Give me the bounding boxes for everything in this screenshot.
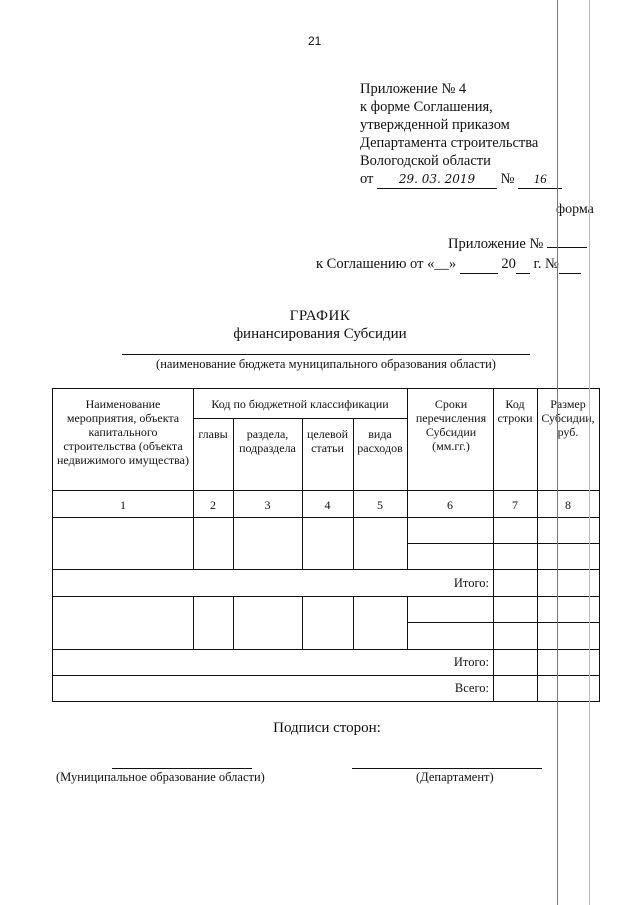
appendix-block — [360, 80, 562, 189]
h-line — [193, 418, 407, 419]
page-number: 21 — [308, 34, 322, 48]
agreement-prefix: к Соглашению от « — [316, 256, 435, 272]
agreement-number-blank — [559, 256, 581, 274]
appendix-line: Приложение № 4 — [360, 81, 467, 97]
appendix-date-row — [360, 170, 562, 189]
agreement-year-blank — [516, 256, 530, 274]
signature-caption-left: (Муниципальное образование области) — [56, 770, 265, 784]
budget-caption: (наименование бюджета муниципального образования области) — [156, 357, 496, 371]
agreement-quote: » — [448, 256, 457, 272]
vsego-label: Всего: — [454, 681, 489, 695]
appendix-line: утвержденной приказом — [360, 117, 510, 133]
annex-label — [448, 236, 587, 253]
agreement-line — [316, 256, 581, 274]
v-line — [353, 596, 354, 649]
signature-caption-right: (Департамент) — [416, 770, 494, 784]
financing-table — [52, 388, 600, 702]
col-number: 5 — [377, 498, 383, 512]
budget-underline — [122, 354, 530, 355]
h-line — [53, 596, 599, 597]
date-value: 29. 03. 2019 — [377, 170, 497, 189]
signature-line-left — [112, 768, 252, 769]
v-line — [193, 389, 194, 569]
header-group-kbk: Код по бюджетной классификации — [211, 397, 389, 411]
agreement-year-suffix: г. № — [533, 256, 559, 272]
document-subtitle: финансирования Субсидии — [233, 326, 407, 342]
header-razmer: Размер Субсидии, руб. — [541, 397, 595, 439]
appendix-line: Департамента строительства — [360, 135, 539, 151]
signatures-title: Подписи сторон: — [273, 720, 381, 736]
col-number: 6 — [447, 498, 453, 512]
header-glavy: главы — [198, 427, 228, 441]
scan-fold-line — [589, 0, 590, 905]
col-number: 7 — [512, 498, 518, 512]
number-value: 16 — [518, 170, 562, 189]
col-number: 1 — [120, 498, 126, 512]
appendix-line: Вологодской области — [360, 153, 491, 169]
header-kod-stroki: Код строки — [497, 397, 533, 425]
scan-fold-line — [557, 0, 558, 905]
h-line — [53, 517, 599, 518]
v-line — [233, 596, 234, 649]
itogo-label: Итого: — [453, 576, 489, 590]
header-vid: вида расходов — [357, 427, 403, 455]
header-tselevoy: целевой статьи — [306, 427, 349, 455]
v-line — [493, 389, 494, 701]
h-line — [407, 543, 599, 544]
date-prefix: от — [360, 171, 374, 187]
signature-line-right — [352, 768, 542, 769]
v-line — [193, 596, 194, 649]
col-number: 3 — [264, 498, 271, 512]
annex-label-text: Приложение № — [448, 236, 544, 252]
h-line — [53, 649, 599, 650]
v-line — [302, 596, 303, 649]
appendix-line: к форме Соглашения, — [360, 99, 493, 115]
col-number: 4 — [324, 498, 331, 512]
col-number: 2 — [210, 498, 216, 512]
document-title: ГРАФИК — [289, 308, 351, 324]
forma-label: форма — [556, 202, 594, 217]
header-razdel: раздела, подраздела — [239, 427, 296, 455]
col-number: 8 — [565, 498, 571, 512]
h-line — [407, 622, 599, 623]
v-line — [407, 389, 408, 569]
h-line — [53, 569, 599, 570]
agreement-month-blank — [460, 256, 498, 274]
number-prefix: № — [500, 171, 515, 187]
agreement-year-prefix: 20 — [501, 256, 516, 272]
v-line — [407, 596, 408, 649]
header-sroki: Сроки перечисления Субсидии (мм.гг.) — [415, 397, 487, 453]
header-col-name: Наименование мероприятия, объекта капитального строительства (объекта недвижимого имущества) — [57, 397, 189, 467]
agreement-day-blank: __ — [434, 256, 449, 272]
itogo-label: Итого: — [453, 655, 489, 669]
annex-number-blank — [547, 247, 587, 248]
h-line — [53, 675, 599, 676]
h-line — [53, 490, 599, 491]
